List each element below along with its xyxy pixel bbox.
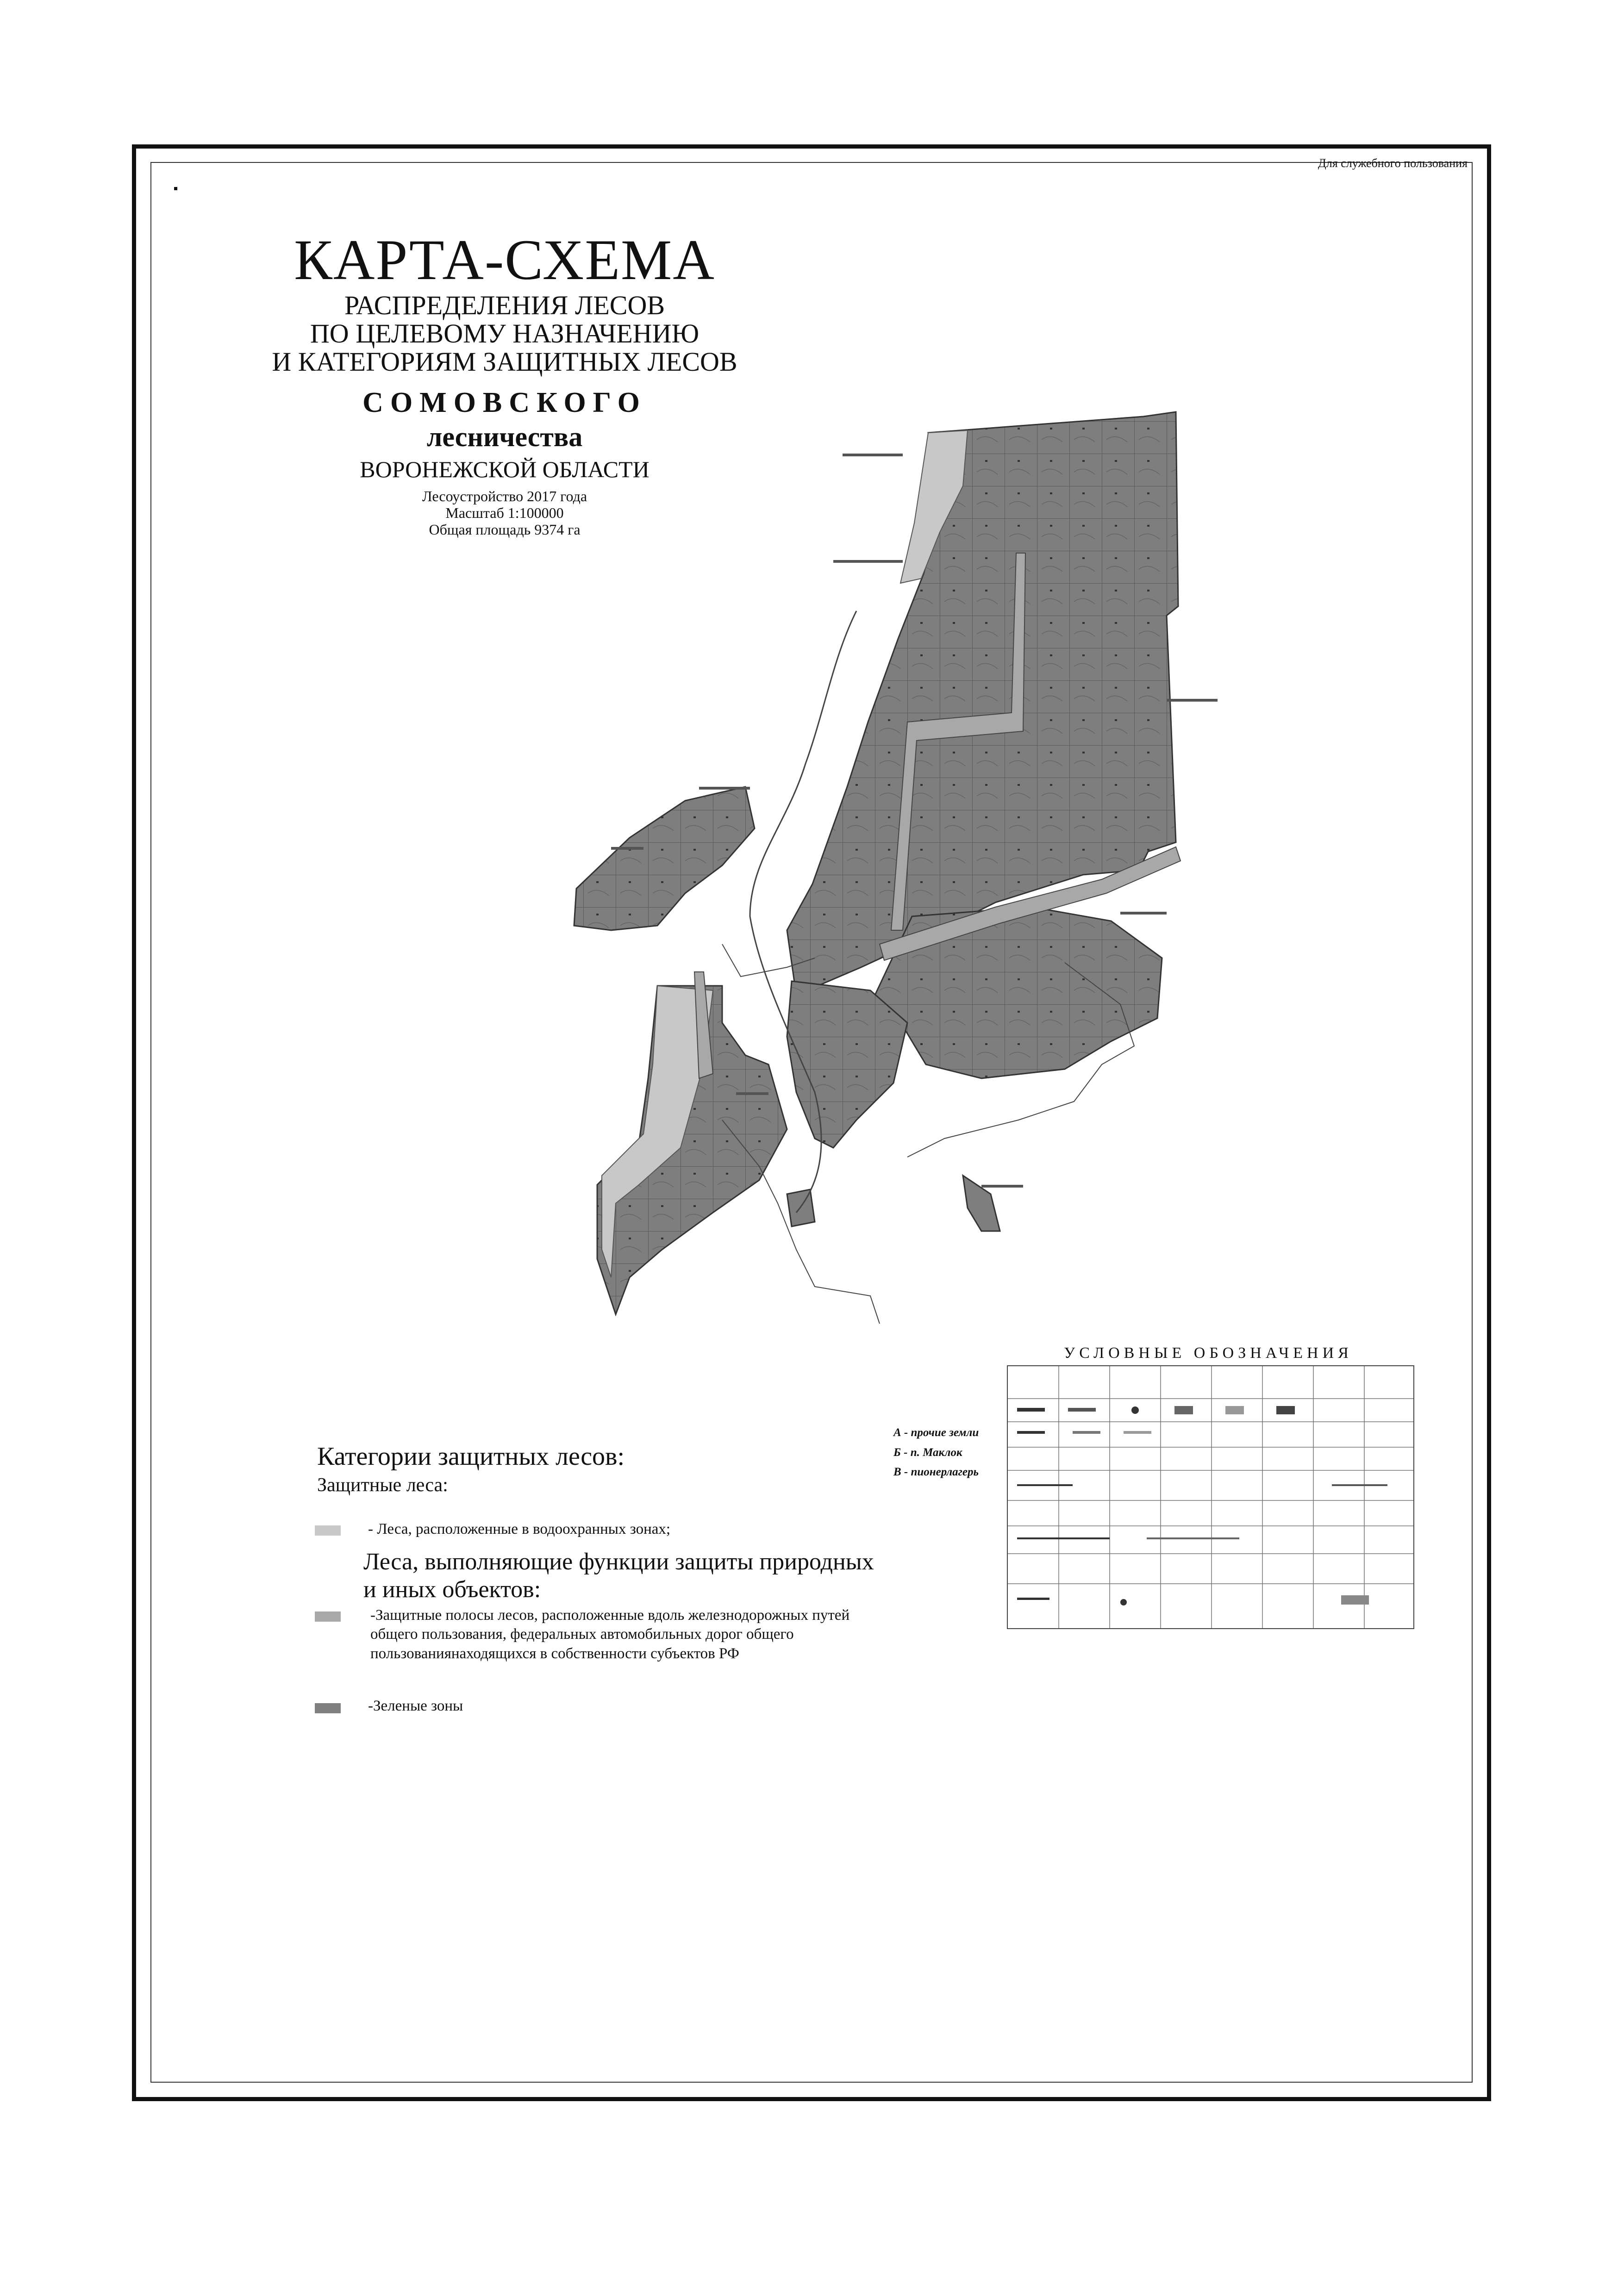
symbol-road-major xyxy=(1017,1537,1110,1539)
legend-strips-line-3: пользованиянаходящихся в собственности субъектов РФ xyxy=(370,1645,739,1662)
symbol-fence xyxy=(1332,1484,1387,1486)
symbol-line xyxy=(1124,1431,1151,1434)
subtitle-line-3: И КАТЕГОРИЯМ ЗАЩИТНЫХ ЛЕСОВ xyxy=(272,346,737,377)
green-zone-swatch xyxy=(315,1703,341,1713)
subtitle-line-2: ПО ЦЕЛЕВОМУ НАЗНАЧЕНИЮ xyxy=(310,318,700,348)
forest-block-small xyxy=(787,1189,815,1226)
map-label-mark xyxy=(1167,699,1218,702)
legend-item-water: - Леса, расположенные в водоохранных зонах; xyxy=(368,1521,671,1537)
water-zone-swatch xyxy=(315,1525,341,1536)
legend-group-line-1: Леса, выполняющие функции защиты природных xyxy=(363,1549,874,1575)
legend-item-strips xyxy=(370,1606,986,1663)
forest-block-north xyxy=(787,412,1178,995)
abbreviation-v: В - пионерлагерь xyxy=(893,1466,979,1478)
legend-title: Категории защитных лесов: xyxy=(317,1442,625,1471)
legend-strips-line-1: -Защитные полосы лесов, расположенные вдоль железнодорожных путей xyxy=(370,1607,850,1624)
forestry-kind: лесничества xyxy=(426,422,583,452)
symbol-ditch xyxy=(1017,1598,1049,1600)
map-label-mark xyxy=(1120,912,1167,915)
map-label-mark xyxy=(699,787,750,790)
map-scale: Масштаб 1:100000 xyxy=(445,504,564,521)
map-label-mark xyxy=(981,1185,1023,1188)
symbol-boundary xyxy=(1017,1408,1045,1412)
protective-strip-swatch xyxy=(315,1612,341,1622)
symbol-building xyxy=(1174,1406,1193,1414)
usage-note: Для служебного пользования xyxy=(1318,156,1468,170)
subtitle-line-1: РАСПРЕДЕЛЕНИЯ ЛЕСОВ xyxy=(344,290,665,320)
legend-group-line-2: и иных объектов: xyxy=(363,1576,541,1603)
map-label-mark xyxy=(611,847,643,850)
forest-block-west xyxy=(574,787,755,930)
symbol-line xyxy=(1073,1431,1100,1434)
symbol-area xyxy=(1276,1406,1295,1414)
symbol-field xyxy=(1225,1406,1244,1414)
survey-year: Лесоустройство 2017 года xyxy=(422,488,587,504)
symbol-spring xyxy=(1120,1599,1127,1605)
symbol-road-minor xyxy=(1147,1537,1239,1539)
map-title: КАРТА-СХЕМА xyxy=(294,228,715,292)
abbreviation-a: А - прочие земли xyxy=(893,1426,979,1439)
symbol-line xyxy=(1017,1431,1045,1434)
symbol-formula xyxy=(1341,1595,1369,1605)
symbol-road xyxy=(1068,1408,1096,1412)
symbol-settlement xyxy=(1131,1406,1139,1414)
abbreviation-list xyxy=(893,1423,979,1482)
symbol-railway xyxy=(1017,1484,1073,1486)
forestry-name: СОМОВСКОГО xyxy=(362,387,647,418)
conventions-title: УСЛОВНЫЕ ОБОЗНАЧЕНИЯ xyxy=(1064,1344,1353,1362)
forest-block-center xyxy=(787,981,907,1148)
conventions-grid xyxy=(1008,1366,1413,1628)
map-label-mark xyxy=(843,454,903,456)
legend-group-title xyxy=(363,1548,874,1604)
total-area: Общая площадь 9374 га xyxy=(429,521,581,538)
legend-subtitle: Защитные леса: xyxy=(317,1475,448,1496)
conventions-table xyxy=(1007,1365,1414,1629)
green-zone-forest xyxy=(574,412,1178,1314)
map-label-mark xyxy=(736,1092,768,1095)
legend-strips-line-2: общего пользования, федеральных автомобильных дорог общего xyxy=(370,1626,794,1643)
map-label-mark xyxy=(833,560,903,563)
abbreviation-b: Б - п. Маклок xyxy=(893,1446,962,1459)
region-name: ВОРОНЕЖСКОЙ ОБЛАСТИ xyxy=(360,456,650,482)
forest-block-outlier xyxy=(963,1176,1000,1231)
legend-item-green: -Зеленые зоны xyxy=(368,1698,463,1714)
